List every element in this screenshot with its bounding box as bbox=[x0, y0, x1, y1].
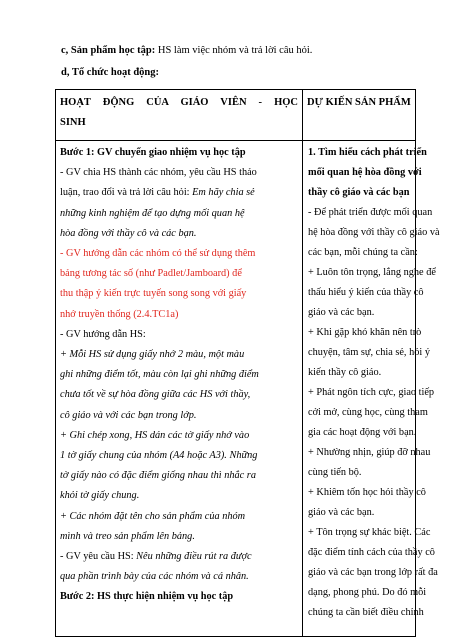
teacher-student-line-text: hòa đồng với thầy cô và các bạn. bbox=[60, 227, 197, 239]
teacher-student-line bbox=[60, 489, 139, 503]
expected-product-line bbox=[308, 306, 374, 320]
teacher-student-line-text: bảng tương tác số (như Padlet/Jamboard) để bbox=[60, 268, 242, 280]
expected-product-content bbox=[303, 141, 440, 636]
teacher-student-line-text: những kinh nghiệm để tạo dựng mối quan hệ bbox=[60, 207, 245, 219]
teacher-student-line-text: Bước 2: HS thực hiện nhiệm vụ học tập bbox=[60, 591, 234, 603]
teacher-student-line-text: Bước 1: GV chuyển giao nhiệm vụ học tập bbox=[60, 147, 246, 158]
expected-product-line bbox=[308, 366, 381, 380]
teacher-student-line-text: tờ giấy nào có đặc điểm giống nhau thì nhắc ra bbox=[60, 470, 256, 482]
expected-product-line-text: thầy cô giáo và các bạn bbox=[308, 187, 410, 198]
expected-product-line bbox=[308, 246, 418, 260]
expected-product-line bbox=[308, 446, 430, 460]
teacher-student-line bbox=[60, 510, 245, 524]
expected-product-line-text: kiến thầy cô giáo. bbox=[308, 367, 382, 378]
teacher-student-line-text: 1 tờ giấy chung của nhóm (A4 hoặc A3). Những bbox=[60, 450, 258, 461]
teacher-student-line bbox=[60, 267, 242, 281]
expected-product-line-text: + Tôn trọng sự khác biệt. Các bbox=[308, 527, 431, 538]
expected-product-line bbox=[308, 326, 421, 340]
expected-product-line-text: - Để phát triển được mối quan bbox=[308, 207, 433, 218]
teacher-student-line bbox=[60, 388, 250, 402]
expected-product-line bbox=[308, 186, 410, 200]
heading-san-pham-label: c, Sản phẩm học tập: bbox=[61, 45, 156, 56]
teacher-student-line bbox=[60, 469, 256, 483]
teacher-student-line bbox=[60, 328, 146, 342]
expected-product-line bbox=[308, 546, 435, 560]
expected-product-line-text: 1. Tìm hiểu cách phát triển bbox=[308, 147, 427, 158]
teacher-student-line bbox=[60, 550, 252, 564]
expected-product-line-text: cởi mở, cùng học, cùng tham bbox=[308, 407, 428, 418]
expected-product-line bbox=[308, 146, 427, 160]
teacher-student-line-text: ghi những điểm tốt, màu còn lại ghi những điểm bbox=[60, 369, 259, 381]
header-expected-product-text: DỰ KIẾN SẢN PHẨM bbox=[307, 97, 411, 108]
teacher-student-line bbox=[60, 308, 178, 322]
heading-to-chuc: d, Tổ chức hoạt động: bbox=[61, 67, 160, 78]
expected-product-line bbox=[308, 386, 434, 400]
expected-product-line bbox=[308, 406, 428, 420]
expected-product-line-text: thấu hiểu ý kiến của thầy cô bbox=[308, 287, 424, 298]
teacher-student-line bbox=[60, 348, 244, 362]
expected-product-line-text: chuyện, tâm sự, chia sẻ, hỏi ý bbox=[308, 347, 430, 358]
expected-product-line-text: + Khiêm tốn học hỏi thầy cô bbox=[308, 487, 426, 498]
expected-product-line bbox=[308, 166, 422, 180]
teacher-student-line-text: mình và treo sản phẩm lên bảng. bbox=[60, 530, 195, 542]
teacher-student-line bbox=[60, 186, 255, 200]
header-teacher-student-text bbox=[56, 90, 302, 133]
teacher-student-line-text: chưa tốt về sự hòa đồng giữa các HS với thầy, bbox=[60, 389, 251, 401]
expected-product-line-text: hệ hòa đồng với thầy cô giáo và bbox=[308, 227, 440, 238]
header-line-2: SINH bbox=[60, 117, 86, 128]
expected-product-line-text: + Khi gặp khó khăn nên trò bbox=[308, 327, 422, 338]
expected-product-line bbox=[308, 426, 416, 440]
expected-product-line bbox=[308, 506, 374, 520]
expected-product-line bbox=[308, 266, 436, 280]
teacher-student-line bbox=[60, 247, 255, 261]
teacher-student-line-text: cô giáo và với các bạn trong lớp. bbox=[60, 409, 197, 421]
teacher-student-line-text: + Mỗi HS sử dụng giấy nhớ 2 màu, một màu bbox=[60, 349, 245, 360]
teacher-student-line-text: qua phần trình bày của các nhóm và cá nhân. bbox=[60, 571, 249, 583]
table-header-row bbox=[56, 90, 416, 141]
expected-product-line bbox=[308, 346, 430, 360]
expected-product-line bbox=[308, 586, 426, 600]
expected-product-line-text: giáo và các bạn. bbox=[308, 307, 375, 318]
teacher-student-line-text: + Ghi chép xong, HS dán các tờ giấy nhớ vào bbox=[60, 429, 250, 441]
expected-product-line-text: + Phát ngôn tích cực, giao tiếp bbox=[308, 387, 435, 398]
teacher-student-content bbox=[56, 141, 302, 636]
expected-product-line bbox=[308, 486, 426, 500]
teacher-student-line bbox=[60, 590, 233, 604]
expected-product-line-text: đặc điểm tính cách của thầy cô bbox=[308, 547, 435, 558]
teacher-student-line bbox=[60, 146, 246, 160]
teacher-student-line bbox=[60, 207, 245, 221]
teacher-student-line-emphasis: Em hãy chia sẻ bbox=[192, 187, 255, 199]
expected-product-line bbox=[308, 466, 361, 480]
teacher-student-line-text: + Các nhóm đặt tên cho sản phẩm của nhóm bbox=[60, 510, 246, 522]
teacher-student-line-text: - GV hướng dẫn các nhóm có thể sử dụng thêm bbox=[60, 248, 256, 259]
expected-product-line bbox=[308, 286, 424, 300]
header-expected-product bbox=[303, 90, 416, 141]
header-teacher-student bbox=[56, 90, 303, 141]
expected-product-line-text: cùng tiến bộ. bbox=[308, 467, 362, 478]
expected-product-line-text: chúng ta cần biết điều chỉnh bbox=[308, 607, 424, 618]
expected-product-line-text: các bạn, mỗi chúng ta cần: bbox=[308, 247, 418, 258]
expected-product-cell bbox=[303, 141, 440, 637]
header-line-1: HOẠT ĐỘNG CỦA GIÁO VIÊN - HỌC bbox=[60, 97, 298, 108]
teacher-student-line-text: thu thập ý kiến trực tuyến song song với giấy bbox=[60, 288, 247, 300]
expected-product-line bbox=[308, 206, 432, 220]
expected-product-line-text: giáo và các bạn trong lớp rất đa bbox=[308, 567, 438, 578]
activity-table bbox=[55, 89, 440, 637]
expected-product-line-text: + Nhường nhịn, giúp đỡ nhau bbox=[308, 447, 431, 458]
teacher-student-line bbox=[60, 368, 259, 382]
teacher-student-line bbox=[60, 409, 196, 423]
expected-product-line-text: giáo và các bạn. bbox=[308, 507, 375, 518]
teacher-student-line bbox=[60, 570, 249, 584]
heading-san-pham-text: HS làm việc nhóm và trả lời câu hỏi. bbox=[155, 45, 313, 56]
expected-product-line bbox=[308, 526, 430, 540]
teacher-student-line-text: nhớ truyền thống (2.4.TC1a) bbox=[60, 308, 179, 320]
teacher-student-line-text: - GV yêu cầu HS: bbox=[60, 551, 137, 562]
teacher-student-line bbox=[60, 530, 195, 544]
teacher-student-line bbox=[60, 166, 257, 180]
expected-product-line-text: dạng, phong phú. Do đó mỗi bbox=[308, 587, 427, 598]
teacher-student-cell bbox=[56, 141, 303, 637]
teacher-student-line-text: - GV hướng dẫn HS: bbox=[60, 328, 146, 340]
expected-product-line-text: + Luôn tôn trọng, lắng nghe để bbox=[308, 267, 436, 278]
heading-san-pham bbox=[61, 45, 312, 56]
expected-product-line bbox=[308, 226, 440, 240]
teacher-student-line-text: khỏi tờ giấy chung. bbox=[60, 490, 140, 502]
expected-product-line-text: mối quan hệ hòa đồng với bbox=[308, 167, 422, 178]
teacher-student-line bbox=[60, 227, 196, 241]
teacher-student-line bbox=[60, 287, 246, 301]
teacher-student-line-text: - GV chia HS thành các nhóm, yêu cầu HS thảo bbox=[60, 167, 257, 179]
teacher-student-line bbox=[60, 449, 257, 463]
teacher-student-line bbox=[60, 429, 249, 443]
teacher-student-line-emphasis: Nêu những điều rút ra được bbox=[136, 551, 252, 562]
expected-product-line-text: gia các hoạt động với bạn. bbox=[308, 427, 417, 438]
expected-product-line bbox=[308, 566, 438, 580]
table-body-row bbox=[56, 141, 416, 637]
expected-product-line bbox=[308, 606, 424, 620]
teacher-student-line-text: luận, trao đổi và trả lời câu hỏi: bbox=[60, 187, 193, 199]
